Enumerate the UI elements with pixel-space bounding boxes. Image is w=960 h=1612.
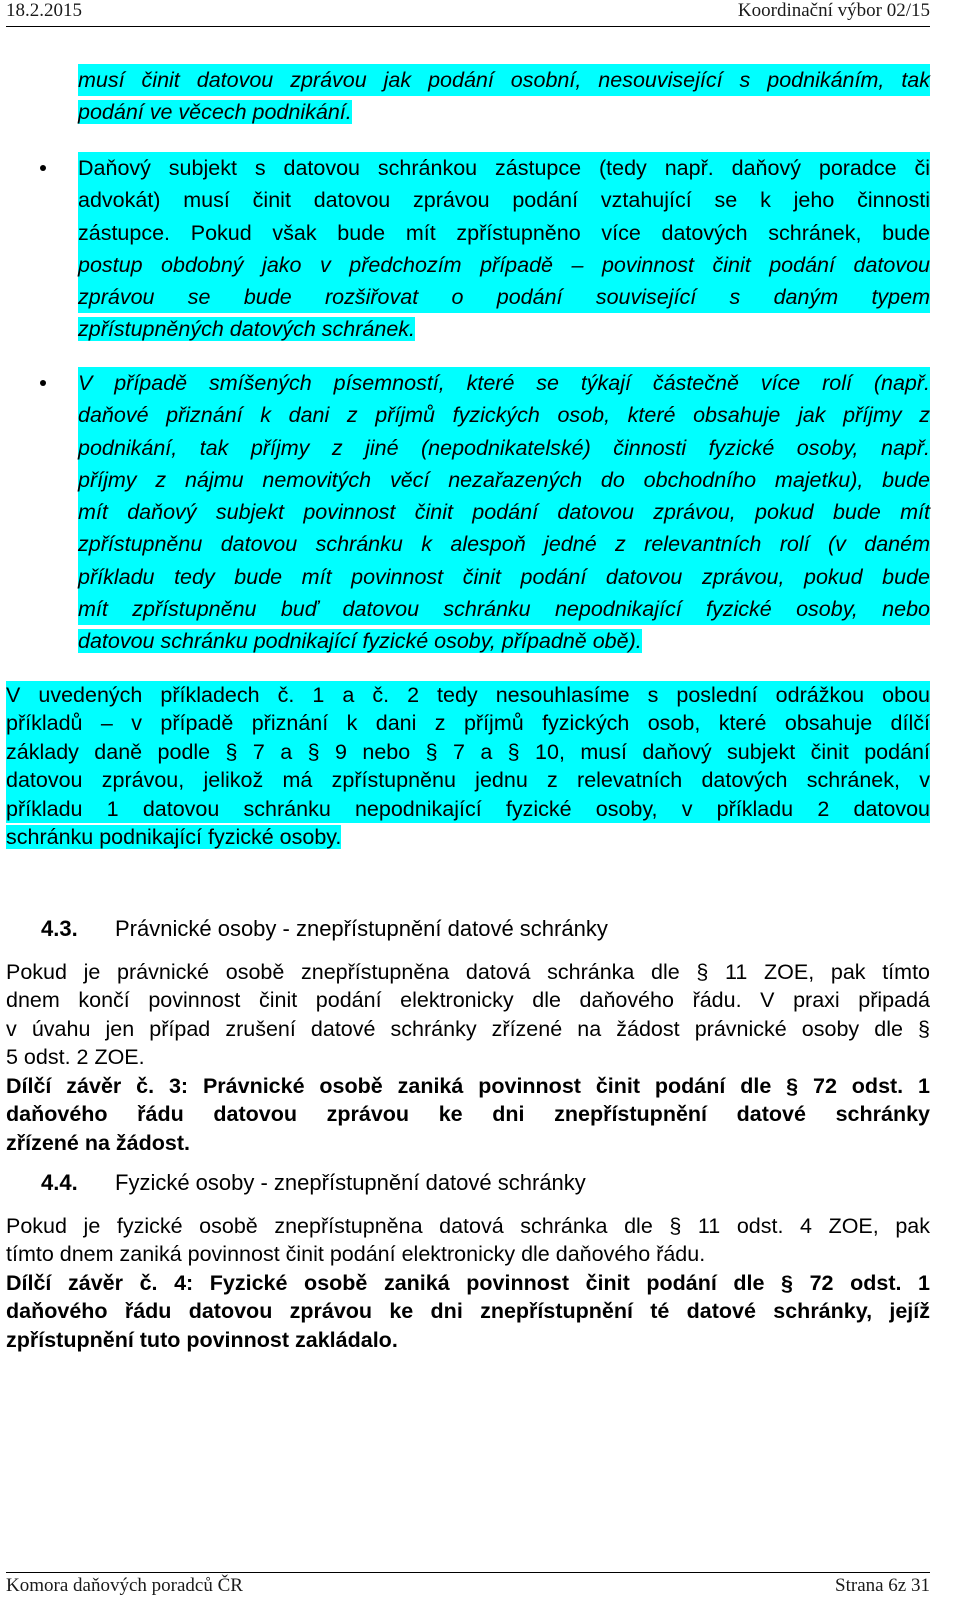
- bullet-line: mít zpřístupněnu buď datovou schránku nepodnikající fyzické osoby, nebo: [78, 593, 930, 625]
- section-4-3-paragraph: [6, 958, 930, 1072]
- bullet-line: daňové přiznání k dani z příjmů fyzických osob, které obsahuje jak příjmy z: [78, 399, 930, 431]
- bullet-line: zprávou se bude rozšiřovat o podání související s daným typem: [78, 281, 930, 313]
- paragraph-line: v úvahu jen případ zrušení datové schránky zřízené na žádost právnické osoby dle §: [6, 1016, 930, 1041]
- bullet-line: Daňový subjekt s datovou schránkou zástupce (tedy např. daňový poradce či: [78, 152, 930, 184]
- conclusion-paragraph: [6, 681, 930, 851]
- intro-line: musí činit datovou zprávou jak podání osobní, nesouvisející s podnikáním, tak: [78, 64, 930, 96]
- paragraph-line: Pokud je fyzické osobě znepřístupněna datová schránka dle § 11 odst. 4 ZOE, pak: [6, 1214, 930, 1238]
- conclusion-line: příkladů – v případě přiznání k dani z příjmů fyzických osob, které obsahuje dílčí: [6, 709, 930, 737]
- bullet-line: zpřístupněných datových schránek.: [78, 317, 416, 342]
- conclusion-line: Dílčí závěr č. 3: Právnické osobě zaniká povinnost činit podání dle § 72 odst. 1: [6, 1074, 930, 1098]
- bullet-line: příkladu tedy bude mít povinnost činit podání datovou zprávou, pokud bude: [78, 561, 930, 593]
- section-number: 4.3.: [41, 916, 78, 941]
- section-number: 4.4.: [41, 1170, 78, 1195]
- bullet-line: V případě smíšených písemností, které se týkají částečně více rolí (např.: [78, 367, 930, 399]
- bullet-icon: [40, 380, 46, 386]
- conclusion-line: příkladu 1 datovou schránku nepodnikající fyzické osoby, v příkladu 2 datovou: [6, 795, 930, 823]
- page-header: [6, 0, 930, 27]
- bullet-icon: [40, 165, 46, 171]
- intro-line: podání ve věcech podnikání.: [78, 100, 352, 125]
- section-title: Právnické osoby - znepřístupnění datové schránky: [115, 916, 608, 941]
- conclusion-line: zpřístupnění tuto povinnost zakládalo.: [6, 1327, 398, 1352]
- bullet-line: datovou schránku podnikající fyzické osoby, případně obě).: [78, 629, 642, 654]
- header-title: Koordinační výbor 02/15: [737, 0, 930, 21]
- section-4-4-conclusion: [6, 1269, 930, 1354]
- footer-organization: Komora daňových poradců ČR: [6, 1575, 243, 1596]
- bullet-line: postup obdobný jako v předchozím případě – povinnost činit podání datovou: [78, 249, 930, 281]
- conclusion-line: schránku podnikající fyzické osoby.: [6, 824, 342, 849]
- bullet-line: podnikání, tak příjmy z jiné (nepodnikatelské) činnosti fyzické osoby, např.: [78, 432, 930, 464]
- conclusion-line: daňového řádu datovou zprávou ke dni znepřístupnění datové schránky: [6, 1102, 930, 1127]
- section-title: Fyzické osoby - znepřístupnění datové schránky: [115, 1170, 586, 1195]
- footer-page-number: Strana 6z 31: [835, 1575, 930, 1596]
- paragraph-line: 5 odst. 2 ZOE.: [6, 1045, 145, 1070]
- bullet-line: advokát) musí činit datovou zprávou podání vztahující se k jeho činnosti: [78, 184, 930, 216]
- section-4-4-heading: [41, 1167, 586, 1199]
- conclusion-line: datovou zprávou, jelikož má zpřístupněnu jednu z relevatních datových schránek, v: [6, 766, 930, 794]
- conclusion-line: V uvedených příkladech č. 1 a č. 2 tedy nesouhlasíme s poslední odrážkou obou: [6, 681, 930, 709]
- bullet-1-paragraph: [78, 152, 930, 346]
- header-date: 18.2.2015: [6, 0, 82, 21]
- bullet-line: příjmy z nájmu nemovitých věcí nezařazených do obchodního majetku), bude: [78, 464, 930, 496]
- bullet-line: mít daňový subjekt povinnost činit podání datovou zprávou, pokud bude mít: [78, 496, 930, 528]
- section-4-3-heading: [41, 913, 608, 945]
- bullet-line: zpřístupněnu datovou schránku k alespoň jedné z relevantních rolí (v daném: [78, 528, 930, 560]
- conclusion-line: základy daně podle § 7 a § 9 nebo § 7 a § 10, musí daňový subjekt činit podání: [6, 738, 930, 766]
- bullet-2-paragraph: [78, 367, 930, 658]
- page-footer: [6, 1572, 930, 1597]
- paragraph-line: dnem končí povinnost činit podání elektronicky dle daňového řádu. V praxi připadá: [6, 988, 930, 1013]
- section-4-4-paragraph: [6, 1212, 930, 1269]
- paragraph-line: tímto dnem zaniká povinnost činit podání elektronicky dle daňového řádu.: [6, 1242, 706, 1267]
- paragraph-line: Pokud je právnické osobě znepřístupněna datová schránka dle § 11 ZOE, pak tímto: [6, 960, 930, 984]
- conclusion-line: daňového řádu datovou zprávou ke dni znepřístupnění té datové schránky, jejíž: [6, 1299, 930, 1324]
- conclusion-line: Dílčí závěr č. 4: Fyzické osobě zaniká povinnost činit podání dle § 72 odst. 1: [6, 1271, 930, 1295]
- intro-paragraph: [78, 64, 930, 129]
- section-4-3-conclusion: [6, 1072, 930, 1157]
- conclusion-line: zřízené na žádost.: [6, 1130, 190, 1155]
- bullet-line: zástupce. Pokud však bude mít zpřístupněno více datových schránek, bude: [78, 217, 930, 249]
